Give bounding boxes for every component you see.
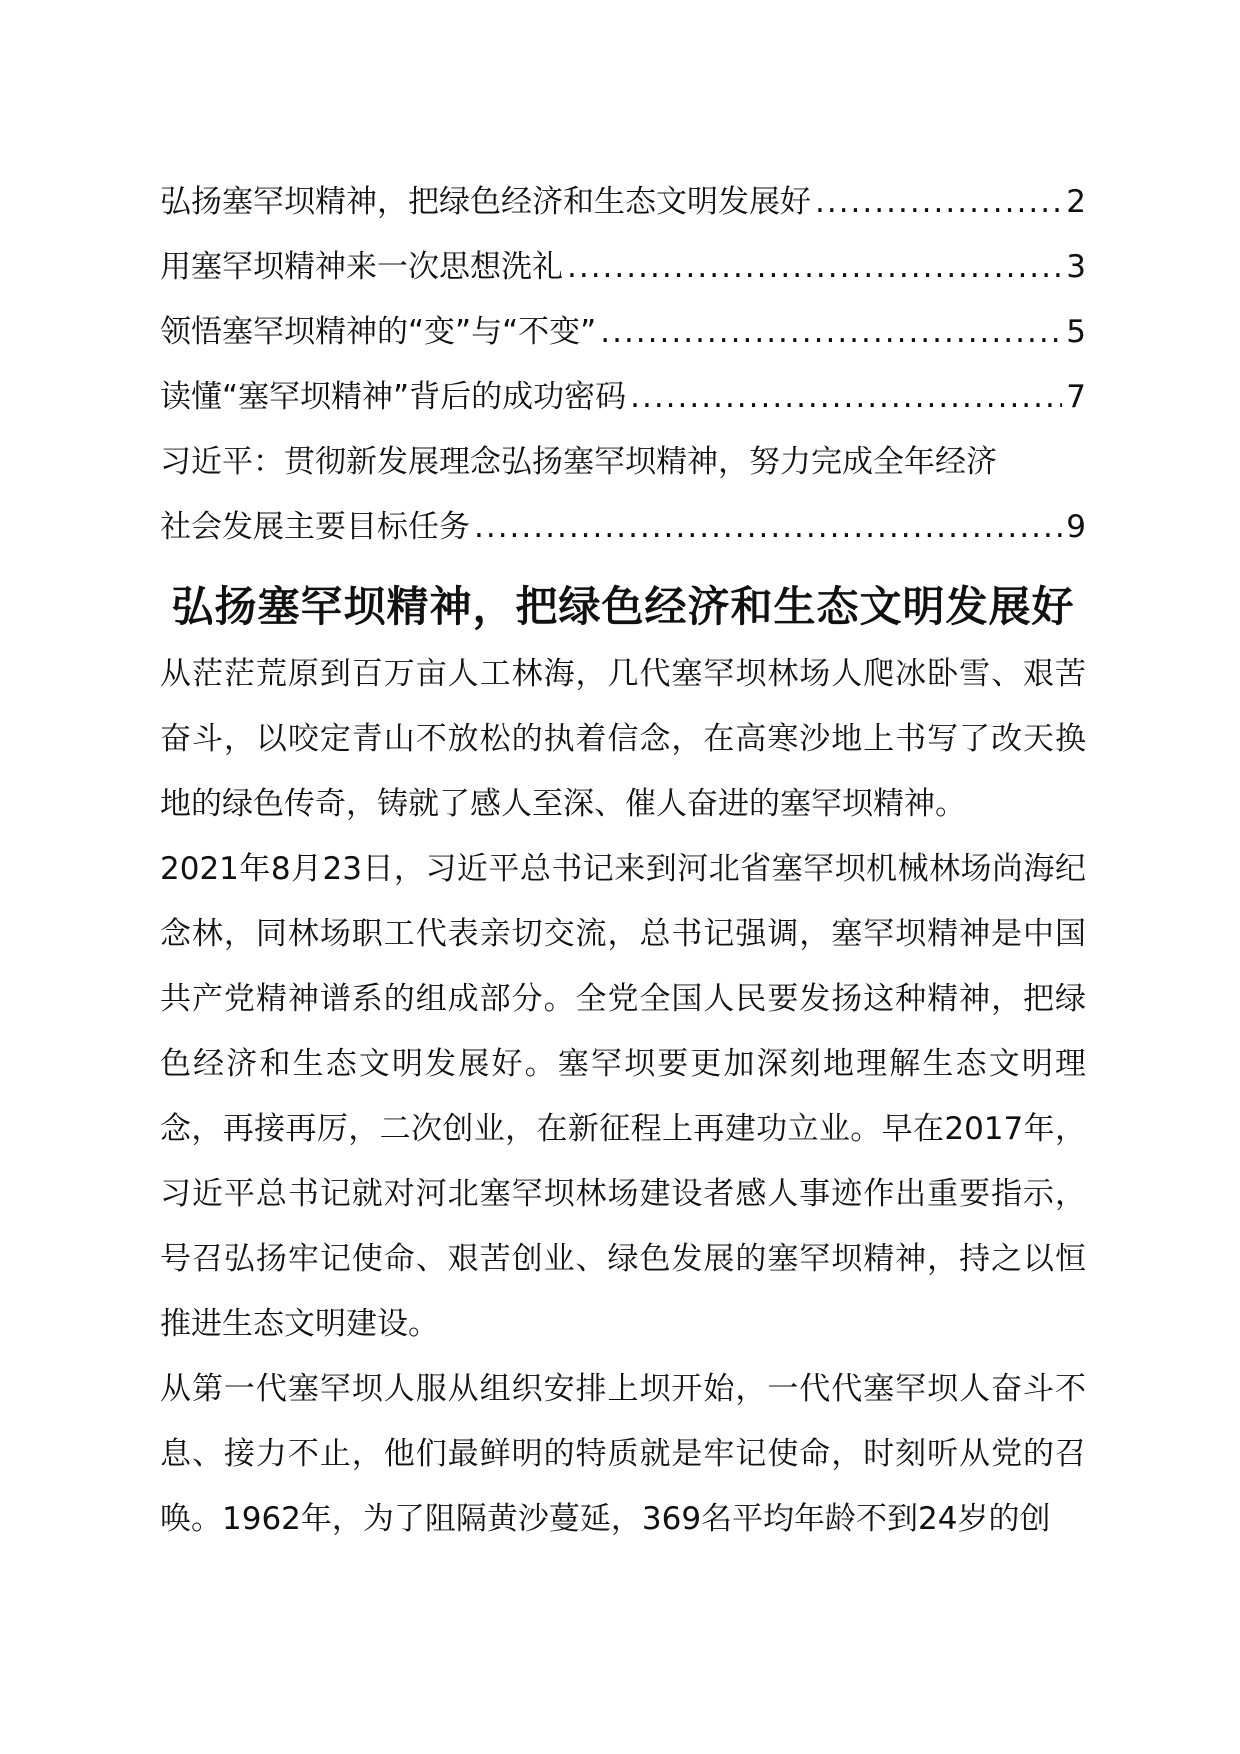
toc-entry[interactable]	[160, 235, 1086, 300]
toc-entry[interactable]	[160, 300, 1086, 365]
toc-entry-page: 2	[1066, 184, 1086, 220]
toc-leader-dots	[630, 365, 1062, 430]
body-paragraph: 从第一代塞罕坝人服从组织安排上坝开始，一代代塞罕坝人奋斗不息、接力不止，他们最鲜明的特质就是牢记使命，时刻听从党的召唤。1962年，为了阻隔黄沙蔓延，369名平均年龄不到24岁的创	[160, 1371, 1086, 1537]
article-title: 弘扬塞罕坝精神，把绿色经济和生态文明发展好	[171, 582, 1075, 631]
toc-leader-dots	[474, 495, 1062, 560]
toc-entry-title: 习近平：贯彻新发展理念弘扬塞罕坝精神，努力完成全年经济	[160, 444, 997, 480]
toc-leader-dots	[600, 300, 1062, 365]
toc-entry-page: 5	[1066, 314, 1086, 350]
table-of-contents	[160, 170, 1086, 560]
toc-entry-title-continued: 社会发展主要目标任务	[160, 509, 470, 545]
toc-entry-page: 7	[1066, 379, 1086, 415]
toc-entry[interactable]	[160, 365, 1086, 430]
toc-entry[interactable]	[160, 430, 1086, 560]
toc-entry-line	[160, 495, 1086, 560]
body-paragraph: 从茫茫荒原到百万亩人工林海，几代塞罕坝林场人爬冰卧雪、艰苦奋斗，以咬定青山不放松的执着信念，在高寒沙地上书写了改天换地的绿色传奇，铸就了感人至深、催人奋进的塞罕坝精神。	[160, 656, 1086, 822]
toc-leader-dots	[567, 235, 1062, 300]
toc-entry-title: 弘扬塞罕坝精神，把绿色经济和生态文明发展好	[160, 184, 811, 220]
toc-entry-title: 读懂“塞罕坝精神”背后的成功密码	[160, 379, 627, 415]
toc-entry-line	[160, 430, 1086, 495]
toc-entry-title: 用塞罕坝精神来一次思想洗礼	[160, 249, 563, 285]
toc-leader-dots	[815, 170, 1062, 235]
toc-entry-page: 9	[1066, 509, 1086, 545]
document-page	[160, 170, 1086, 1552]
toc-entry-title: 领悟塞罕坝精神的“变”与“不变”	[160, 314, 597, 350]
toc-entry[interactable]	[160, 170, 1086, 235]
body-paragraph: 2021年8月23日，习近平总书记来到河北省塞罕坝机械林场尚海纪念林，同林场职工代表亲切交流，总书记强调，塞罕坝精神是中国共产党精神谱系的组成部分。全党全国人民要发扬这种精神，把绿色经济和生态文明发展好。塞罕坝要更加深刻地理解生态文明理念，再接再厉，二次创业，在新征程上再建功立业。早在2017年，习近平总书记就对河北塞罕坝林场建设者感人事迹作出重要指示，号召弘扬牢记使命、艰苦创业、绿色发展的塞罕坝精神，持之以恒推进生态文明建设。	[160, 851, 1086, 1342]
toc-entry-page: 3	[1066, 249, 1086, 285]
